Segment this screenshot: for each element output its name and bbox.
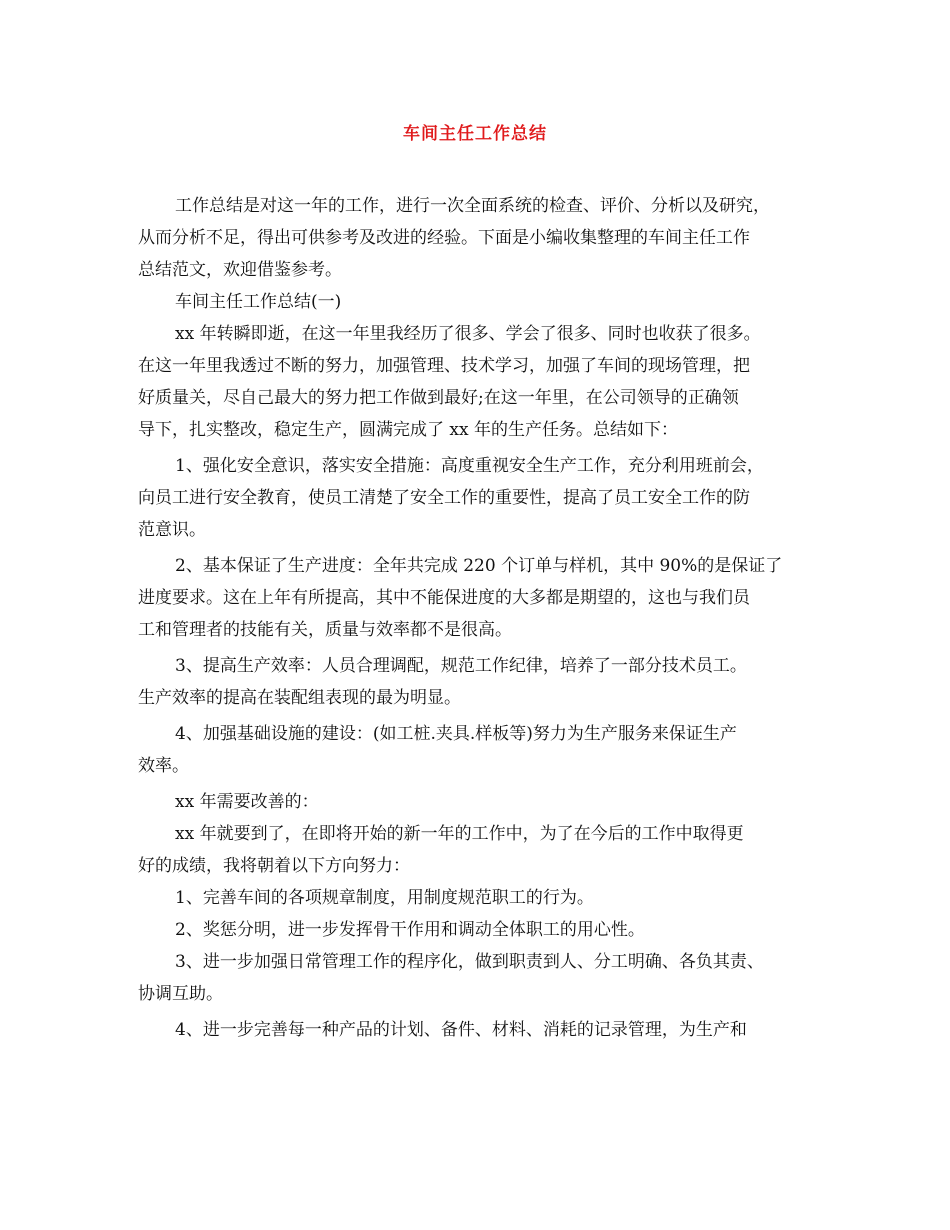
text-line: 从而分析不足，得出可供参考及改进的经验。下面是小编收集整理的车间主任工作 <box>138 228 750 248</box>
section-heading: 车间主任工作总结(一) <box>175 292 342 312</box>
text-line: 1、强化安全意识，落实安全措施：高度重视安全生产工作，充分利用班前会， <box>175 456 764 476</box>
text-line: xx 年需要改善的： <box>175 792 319 812</box>
text-line: 在这一年里我透过不断的努力，加强管理、技术学习，加强了车间的现场管理，把 <box>138 356 750 376</box>
text-line: 向员工进行安全教育，使员工清楚了安全工作的重要性，提高了员工安全工作的防 <box>138 488 750 508</box>
text-line: 总结范文，欢迎借鉴参考。 <box>138 260 342 280</box>
text-line: 效率。 <box>138 756 189 776</box>
document-title: 车间主任工作总结 <box>403 124 547 144</box>
document-body <box>138 190 828 1046</box>
text-line: xx 年就要到了，在即将开始的新一年的工作中，为了在今后的工作中取得更 <box>175 824 744 844</box>
text-line: 好的成绩，我将朝着以下方向努力： <box>138 856 410 876</box>
text-line: 2、奖惩分明，进一步发挥骨干作用和调动全体职工的用心性。 <box>175 920 645 940</box>
text-line: xx 年转瞬即逝，在这一年里我经历了很多、学会了很多、同时也收获了很多。 <box>175 324 761 344</box>
text-line: 导下，扎实整改，稳定生产，圆满完成了 xx 年的生产任务。总结如下： <box>138 420 678 440</box>
text-line: 范意识。 <box>138 520 206 540</box>
text-line: 1、完善车间的各项规章制度，用制度规范职工的行为。 <box>175 888 594 908</box>
text-line: 4、进一步完善每一种产品的计划、备件、材料、消耗的记录管理，为生产和 <box>175 1020 747 1040</box>
text-line: 3、提高生产效率：人员合理调配，规范工作纪律，培养了一部分技术员工。 <box>175 656 747 676</box>
text-line: 工作总结是对这一年的工作，进行一次全面系统的检查、评价、分析以及研究， <box>175 196 770 216</box>
text-line: 协调互助。 <box>138 984 223 1004</box>
text-line: 生产效率的提高在装配组表现的最为明显。 <box>138 688 461 708</box>
text-line: 3、进一步加强日常管理工作的程序化，做到职责到人、分工明确、各负其责、 <box>175 952 764 972</box>
text-line: 4、加强基础设施的建设：(如工桩.夹具.样板等)努力为生产服务来保证生产 <box>175 724 737 744</box>
text-line: 进度要求。这在上年有所提高，其中不能保进度的大多都是期望的，这也与我们员 <box>138 588 750 608</box>
text-line: 工和管理者的技能有关，质量与效率都不是很高。 <box>138 620 512 640</box>
text-line: 2、基本保证了生产进度：全年共完成 220 个订单与样机，其中 90%的是保证了 <box>175 556 783 576</box>
text-line: 好质量关，尽自己最大的努力把工作做到最好;在这一年里，在公司领导的正确领 <box>138 388 739 408</box>
